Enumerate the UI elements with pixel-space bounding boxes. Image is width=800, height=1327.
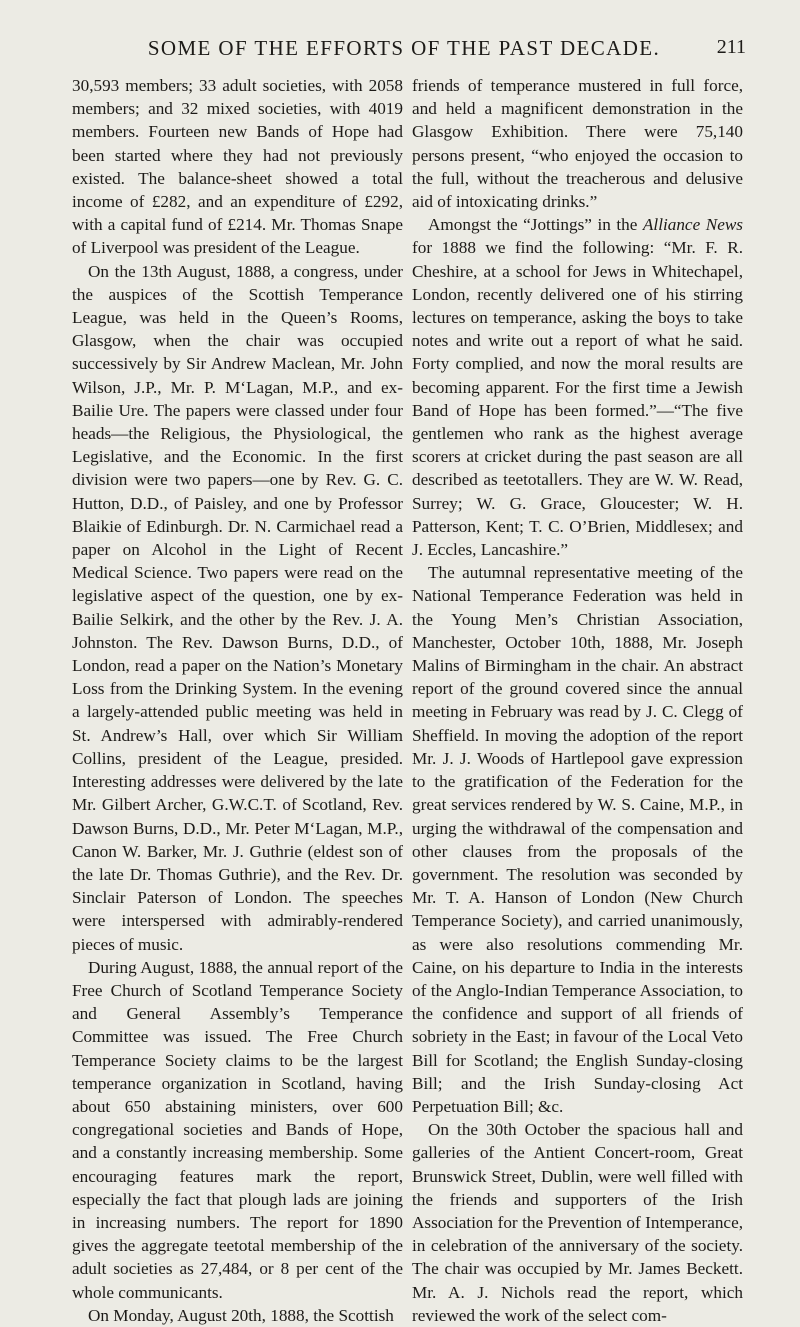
paragraph: On Monday, August 20th, 1888, the Scottish [88, 1305, 394, 1325]
paragraph: On the 30th October the spacious hall and galleries of the Antient Concert-room, Great Brunswick Street, Dublin, were well filled with the friends and supporters of the Irish Association for the Prevention of Intemperance, in celebration of the anniversary of the society. The chair was occupied by Mr. James Beckett. Mr. A. J. Nichols read the report, which reviewed the work of the select com- [412, 1120, 743, 1325]
right-column [412, 74, 743, 1327]
running-head: SOME OF THE EFFORTS OF THE PAST DECADE. [147, 36, 661, 60]
paragraph: On the 13th August, 1888, a congress, under the auspices of the Scottish Temperance League, was held in the Queen’s Rooms, Glasgow, when the chair was occupied successively by Sir Andrew Maclean, Mr. John Wilson, J.P., Mr. P. M‘Lagan, M.P., and ex-Bailie Ure. The papers were classed under four heads—the Religious, the Physiological, the Legislative, and the Economic. In the first division were two papers—one by Rev. G. C. Hutton, D.D., of Paisley, and one by Professor Blaikie of Edinburgh. Dr. N. Carmichael read a paper on Alcohol in the Light of Recent Medical Science. Two papers were read on the legislative aspect of the question, one by ex-Bailie Selkirk, and the other by the Rev. J. A. Johnston. The Rev. Dawson Burns, D.D., of London, read a paper on the Nation’s Monetary Loss from the Drinking System. In the evening a largely-attended public meeting was held in St. Andrew’s Hall, over which Sir William Collins, president of the League, presided. Interesting addresses were delivered by the late Mr. Gilbert Archer, G.W.C.T. of Scotland, Rev. Dawson Burns, D.D., Mr. Peter M‘Lagan, M.P., Canon W. Barker, Mr. J. Guthrie (eldest son of the late Dr. Thomas Guthrie), and the Rev. Dr. Sinclair Paterson of London. The speeches were interspersed with admirably-rendered pieces of music. [72, 261, 403, 954]
left-column [72, 74, 403, 1327]
paragraph: friends of temperance mustered in full force, and held a magnificent demonstration in the Glasgow Exhibition. There were 75,140 persons present, “who enjoyed the occasion to the full, without the treacherous and delusive aid of intoxicating drinks.” [412, 76, 743, 212]
paragraph: 30,593 members; 33 adult societies, with 2058 members; and 32 mixed societies, with 4019 members. Fourteen new Bands of Hope had been started where they had not previously existed. The balance-sheet showed a total income of £282, and an expenditure of £292, with a capital fund of £214. Mr. Thomas Snape of Liverpool was president of the League. [72, 76, 403, 258]
paragraph: During August, 1888, the annual report of the Free Church of Scotland Temperance Society and General Assembly’s Temperance Committee was issued. The Free Church Temperance Society claims to be the largest temperance organization in Scotland, having about 650 abstaining ministers, over 600 congregational societies and Bands of Hope, and a constantly increasing membership. Some encouraging features mark the report, especially the fact that plough lads are joining in increasing numbers. The report for 1890 gives the aggregate teetotal membership of the adult societies as 27,484, or 8 per cent of the whole communicants. [72, 957, 403, 1302]
paragraph: The autumnal representative meeting of the National Temperance Federation was held in the Young Men’s Christian Association, Manchester, October 10th, 1888, Mr. Joseph Malins of Birmingham in the chair. An abstract report of the ground covered since the annual meeting in February was read by J. C. Clegg of Sheffield. In moving the adoption of the report Mr. J. J. Woods of Hartlepool gave expression to the gratification of the Federation for the great services rendered by W. S. Caine, M.P., in urging the withdrawal of the compensation and other clauses from the proposals of the government. The resolution was seconded by Mr. T. A. Hanson of London (New Church Temperance Society), and carried unanimously, as were also resolutions commending Mr. Caine, on his departure to India in the interests of the Anglo-Indian Temperance Association, to the confidence and support of all friends of sobriety in the East; in favour of the Local Veto Bill for Scotland; the English Sunday-closing Bill; and the Irish Sunday-closing Act Perpetuation Bill; &c. [412, 563, 743, 1116]
page-number: 211 [716, 36, 746, 58]
page-header [62, 36, 746, 66]
paragraph-text: Amongst the “Jottings” in the [428, 215, 643, 235]
paragraph-text: for 1888 we find the following: “Mr. F. R. Cheshire, at a school for Jews in Whitechapel, London, recently delivered one of his stirring lectures on temperance, asking the boys to take notes and write out a report of what he said. Forty complied, and now the moral results are becoming apparent. For the first time a Jewish Band of Hope has been formed.”—“The five gentlemen who rank as the highest average scorers at cricket during the past season are all described as teetotallers. They are W. W. Read, Surrey; W. G. Grace, Gloucester; W. H. Patterson, Kent; T. C. O’Brien, Middlesex; and J. Eccles, Lancashire.” [412, 238, 743, 560]
publication-title: Alliance News [642, 215, 743, 235]
paragraph [412, 213, 743, 561]
